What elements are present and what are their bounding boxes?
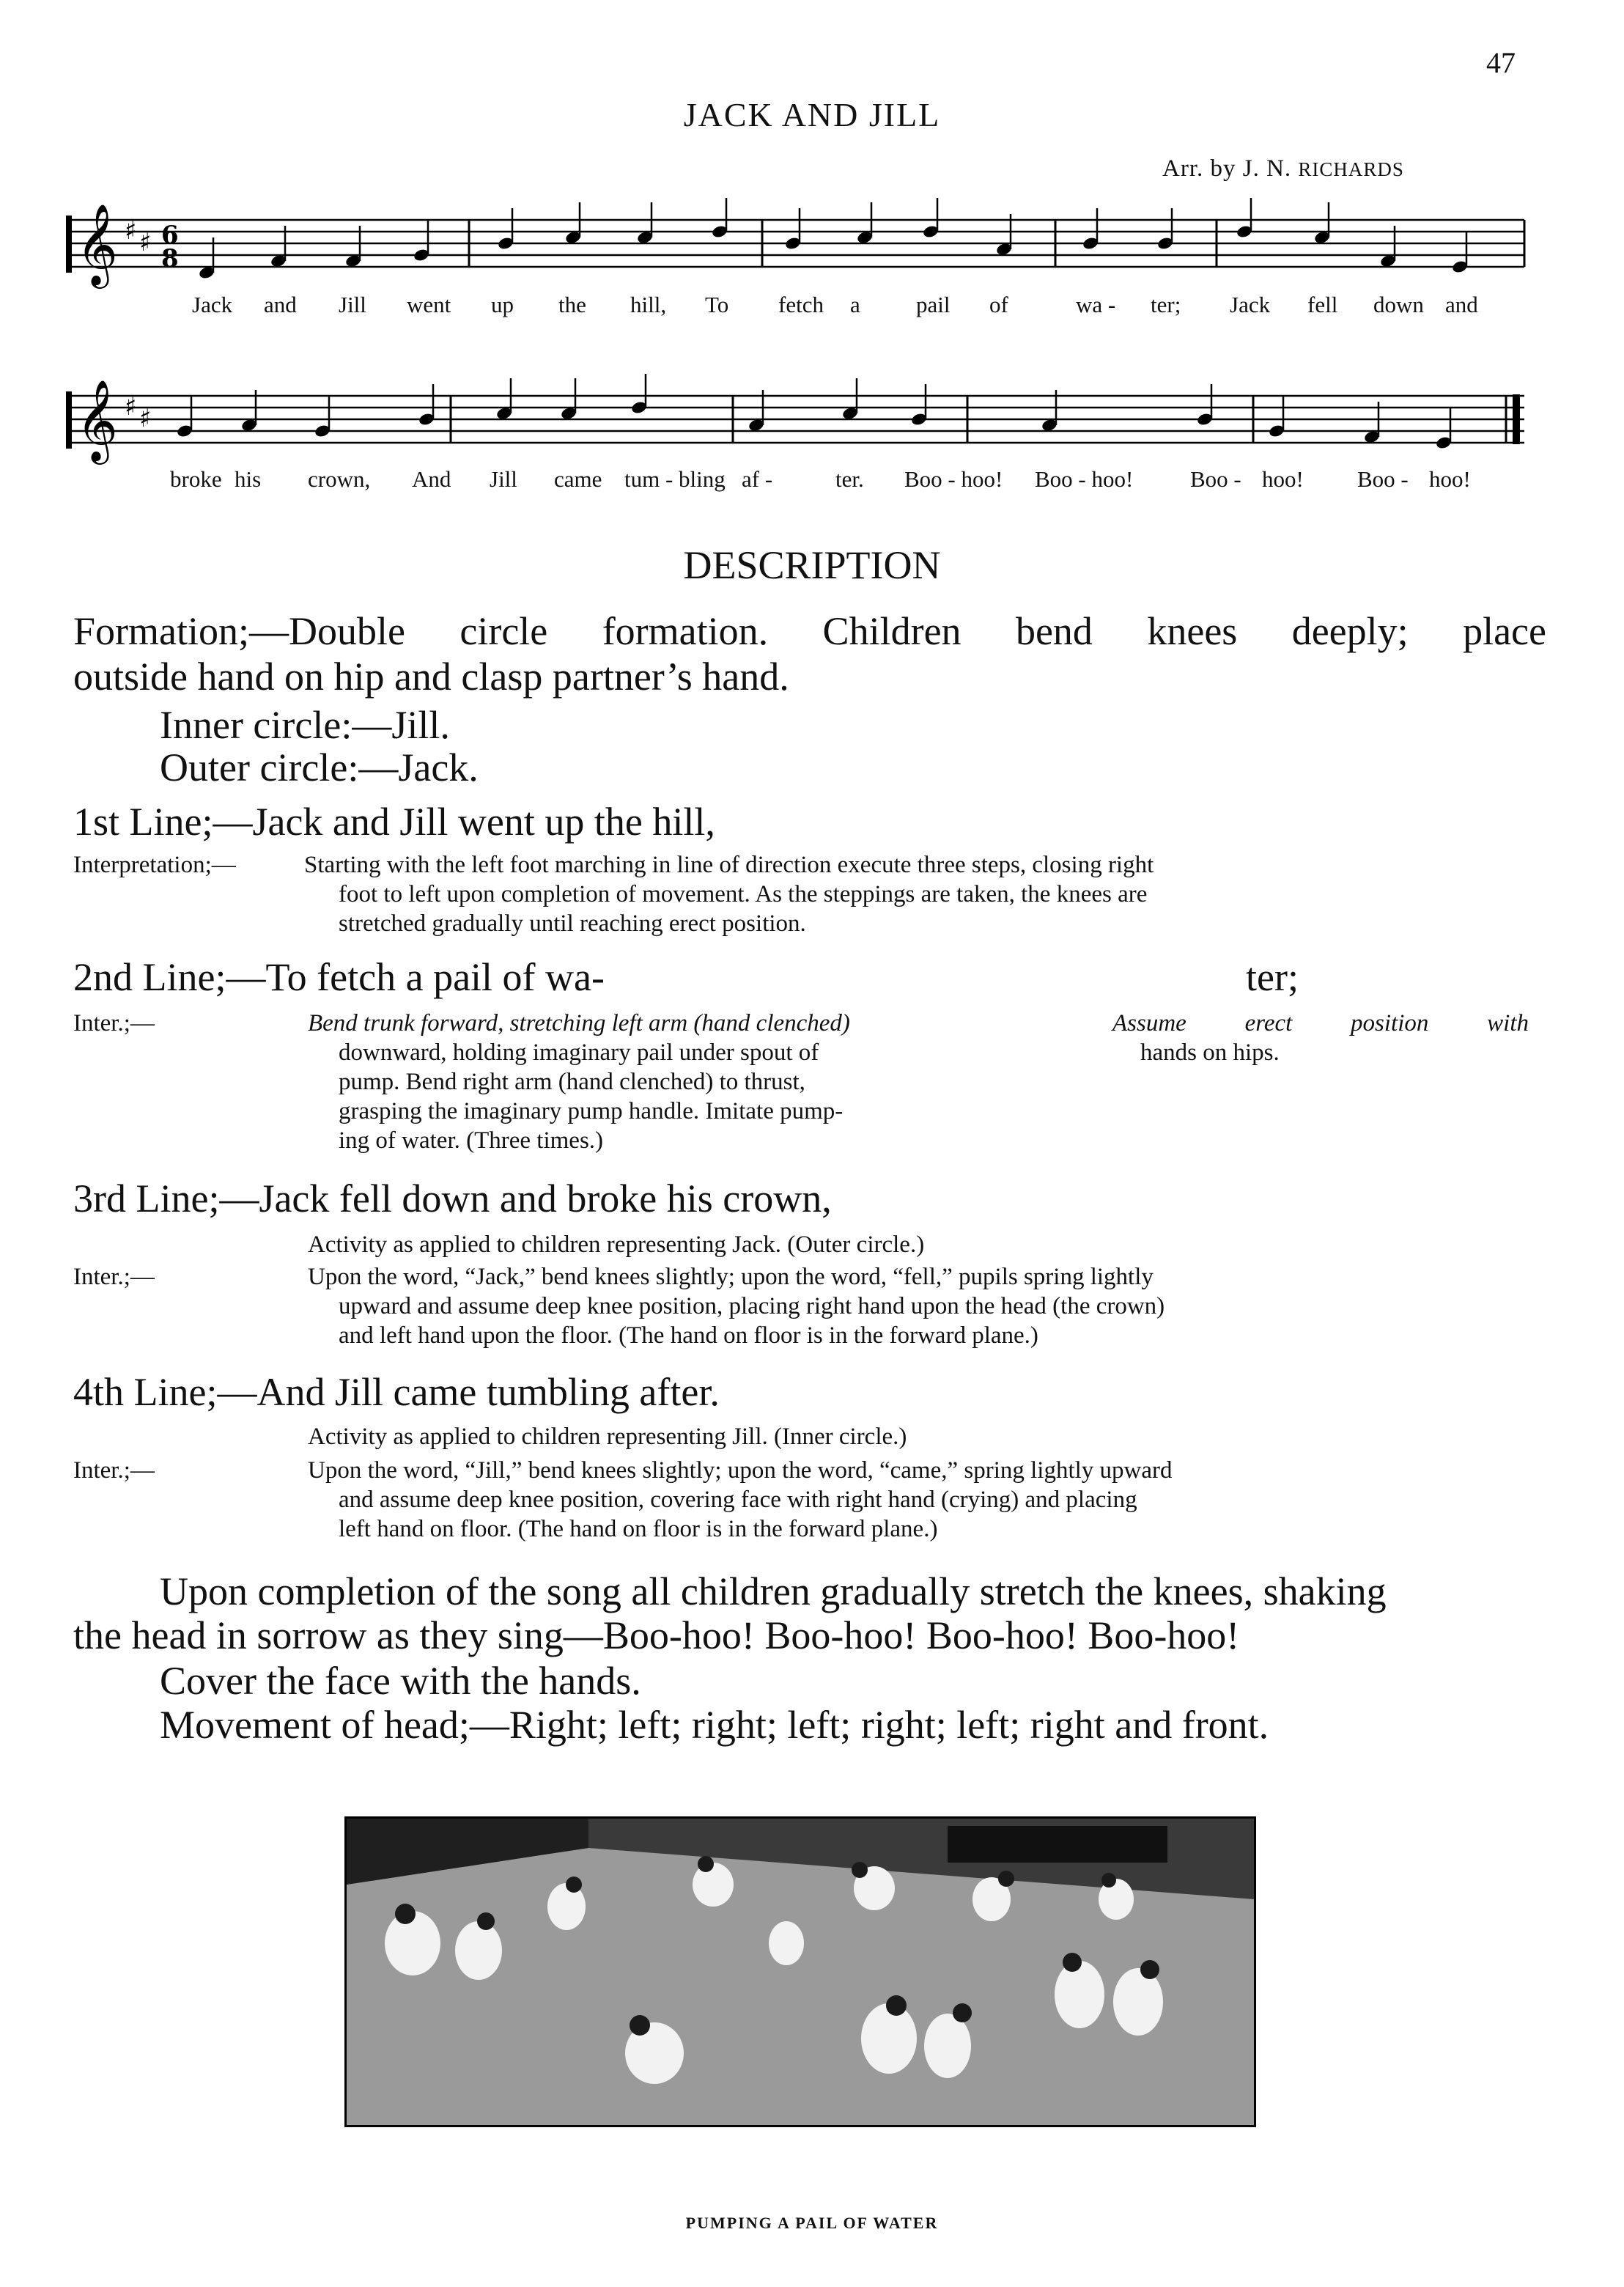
lyric-word: broke (170, 466, 222, 492)
lyric-word: Jack (1230, 292, 1271, 317)
line-1-interpretation-label: Interpretation;— (73, 852, 236, 878)
song-title: JACK AND JILL (683, 96, 941, 133)
line-4-text-2: and assume deep knee position, covering face with right hand (crying) and placing (339, 1487, 1137, 1513)
line-1-heading: 1st Line;—Jack and Jill went up the hill, (73, 800, 715, 844)
line-4-text-1: Upon the word, “Jill,” bend knees slightly; upon the word, “came,” spring lightly upward (308, 1457, 1173, 1484)
svg-text:𝄞: 𝄞 (76, 203, 118, 285)
lyric-word: Boo - (1190, 466, 1241, 492)
line-2-heading: 2nd Line;—To fetch a pail of wa- (73, 955, 605, 999)
lyric-word: af - (742, 466, 773, 492)
lyric-word: down (1373, 292, 1424, 317)
line-2-left-3: pump. Bend right arm (hand clenched) to thrust, (339, 1069, 805, 1095)
line-2-heading-end: ter; (1246, 955, 1299, 999)
photo-caption: PUMPING A PAIL OF WATER (685, 2214, 939, 2232)
lyric-word: hoo! (1429, 466, 1471, 492)
staff-2-notes (176, 374, 1453, 450)
line-2-right-1: Assume erect position with (1112, 1010, 1529, 1036)
line-3-inter-label: Inter.;— (73, 1264, 155, 1290)
lyric-word: the (558, 292, 586, 317)
description-heading: DESCRIPTION (683, 543, 941, 587)
closing-line-2: the head in sorrow as they sing—Boo-hoo! Boo-hoo! Boo-hoo! Boo-hoo! (73, 1613, 1240, 1657)
lyric-word: came (554, 466, 602, 492)
sharp-c: ♯ (139, 404, 152, 433)
lyric-word: and (264, 292, 297, 317)
line-1-text-3: stretched gradually until reaching erect position. (339, 910, 806, 937)
lyrics-line-1 (0, 292, 1624, 321)
lyric-word: wa - (1076, 292, 1116, 317)
lyric-word: Jack (192, 292, 233, 317)
formation-line-1: Formation;—Double circle formation. Children bend knees deeply; place (73, 609, 1546, 653)
lyric-word: Jill (490, 466, 517, 492)
formation-line-2: outside hand on hip and clasp partner’s hand. (73, 655, 789, 699)
line-2-left-5: ing of water. (Three times.) (339, 1127, 604, 1154)
line-1-text-2: foot to left upon completion of movement. As the steppings are taken, the knees are (339, 881, 1148, 907)
sharp-f: ♯ (125, 216, 137, 246)
sharp-c: ♯ (139, 228, 152, 257)
line-2-left-1: Bend trunk forward, stretching left arm (hand clenched) (308, 1010, 850, 1036)
lyric-word: ter; (1151, 292, 1181, 317)
time-sig-top: 6 (161, 221, 179, 250)
lyric-word: fetch (778, 292, 824, 317)
lyric-word: a (850, 292, 860, 317)
lyric-word: and (1445, 292, 1478, 317)
closing-line-4: Movement of head;—Right; left; right; left; right; left; right and front. (160, 1703, 1269, 1747)
svg-text:𝄞: 𝄞 (76, 379, 118, 461)
lyric-word: pail (916, 292, 951, 317)
sharp-f: ♯ (125, 392, 137, 421)
lyric-word: went (407, 292, 451, 317)
line-4-heading: 4th Line;—And Jill came tumbling after. (73, 1370, 720, 1414)
lyric-word: Boo - (1357, 466, 1409, 492)
line-3-text-1: Upon the word, “Jack,” bend knees slightly; upon the word, “fell,” pupils spring lightly (308, 1264, 1154, 1290)
page-number: 47 (1486, 46, 1516, 79)
lyric-word: crown, (308, 466, 371, 492)
inner-circle: Inner circle:—Jill. (160, 703, 450, 747)
line-1-text-1: Starting with the left foot marching in line of direction execute three steps, closing right (304, 852, 1154, 878)
closing-line-1: Upon completion of the song all children gradually stretch the knees, shaking (160, 1569, 1387, 1613)
line-4-inter-label: Inter.;— (73, 1457, 155, 1484)
line-4-activity: Activity as applied to children representing Jill. (Inner circle.) (308, 1424, 907, 1450)
lyric-word: Boo - hoo! (1035, 466, 1134, 492)
lyrics-line-2 (0, 466, 1624, 496)
line-4-text-3: left hand on floor. (The hand on floor is in the forward plane.) (339, 1516, 938, 1542)
line-3-activity: Activity as applied to children representing Jack. (Outer circle.) (308, 1231, 925, 1258)
line-2-inter-label: Inter.;— (73, 1010, 155, 1036)
lyric-word: And (412, 466, 451, 492)
line-3-heading: 3rd Line;—Jack fell down and broke his crown, (73, 1176, 832, 1220)
arranger-prefix: Arr. by J. N. (1162, 155, 1299, 182)
line-2-right-2: hands on hips. (1140, 1039, 1280, 1066)
time-sig-bottom: 8 (161, 244, 179, 273)
line-3-text-3: and left hand upon the floor. (The hand on floor is in the forward plane.) (339, 1322, 1038, 1349)
lyric-word: his (235, 466, 262, 492)
line-2-left-4: grasping the imaginary pump handle. Imitate pump- (339, 1098, 844, 1124)
line-2-left-2: downward, holding imaginary pail under spout of (339, 1039, 819, 1066)
lyric-word: tum - bling (624, 466, 726, 492)
outer-circle: Outer circle:—Jack. (160, 745, 479, 789)
lyric-word: To (705, 292, 729, 317)
photo-children-pumping (344, 1816, 1256, 2127)
lyric-word: up (491, 292, 514, 317)
lyric-word: hoo! (1262, 466, 1304, 492)
arranger-credit (1162, 155, 1404, 183)
line-3-text-2: upward and assume deep knee position, placing right hand upon the head (the crown) (339, 1293, 1165, 1319)
closing-line-3: Cover the face with the hands. (160, 1659, 641, 1703)
lyric-word: Jill (339, 292, 366, 317)
lyric-word: fell (1307, 292, 1338, 317)
arranger-name: RICHARDS (1298, 158, 1404, 180)
lyric-word: hill, (630, 292, 667, 317)
lyric-word: Boo - hoo! (904, 466, 1003, 492)
lyric-word: ter. (835, 466, 864, 492)
lyric-word: of (989, 292, 1008, 317)
